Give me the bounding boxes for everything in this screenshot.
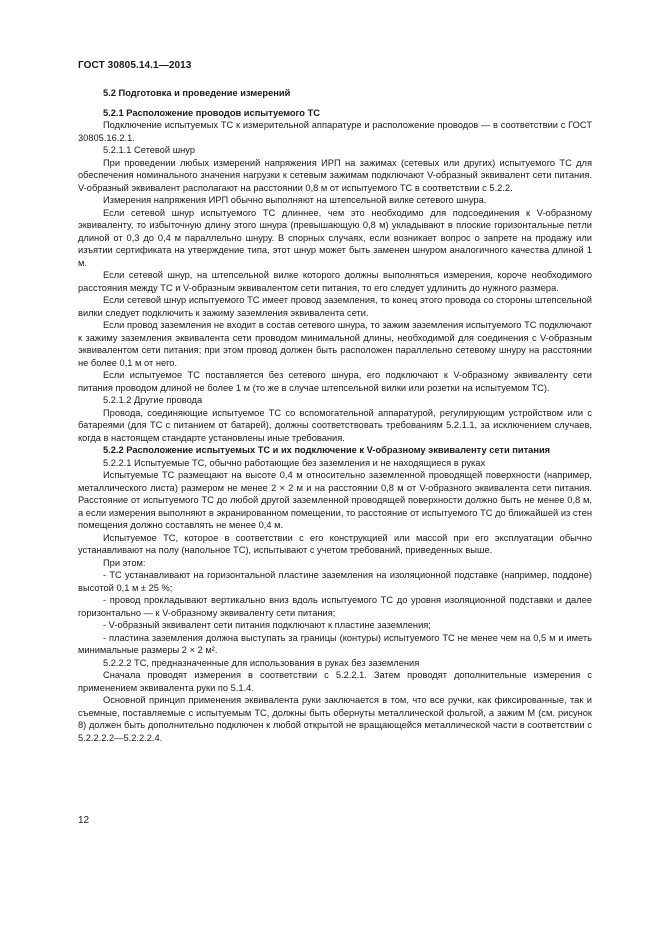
paragraph: Провода, соединяющие испытуемое ТС со вспомогательной аппаратурой, регулирующим устройством или с батареями (для ТС с питанием от батарей), должны соответствовать требованиям 5.2.1.1, за исключением случаев, когда в настоящем стандарте установлены иные требования. [78, 407, 592, 443]
page-body [78, 87, 592, 744]
paragraph: Испытуемые ТС размещают на высоте 0,4 м относительно заземленной проводящей поверхности (например, металлического листа) размером не менее 2 × 2 м и на расстоянии 0,8 м от V-образного эквивалента сети питания. Расстояние от испытуемого ТС до любой другой заземленной проводящей поверхности должно быть не менее 0,8 м, а если измерения выполняют в экранированном помещении, то расстояние от испытуемого ТС до ближайшей из стен помещения должно составлять не менее 0,4 м. [78, 470, 592, 530]
paragraph: 5.2.2.2 ТС, предназначенные для использования в руках без заземления [103, 657, 420, 668]
document-code-header: ГОСТ 30805.14.1—2013 [78, 60, 192, 71]
paragraph: Измерения напряжения ИРП обычно выполняют на штепсельной вилке сетевого шнура. [103, 195, 487, 205]
paragraph: Основной принцип применения эквивалента руки заключается в том, что все ручки, как фиксированные, так и съемные, поставляемые с испытуемым ТС, должны быть обернуты металлической фольгой, а зажим М (см. рисунок 8) должен быть дополнительно подключен к любой открытой не вращающейся металлической части в соответствии с 5.2.2.2.2—5.2.2.2.4. [78, 695, 592, 743]
paragraph: Испытуемое ТС, которое в соответствии с его конструкцией или массой при его эксплуатации обычно устанавливают на полу (напольное ТС), испытывают с учетом требований, приведенных выше. [78, 532, 592, 555]
paragraph: 5.2.1.2 Другие провода [103, 395, 203, 405]
paragraph: Сначала проводят измерения в соответствии с 5.2.2.1. Затем проводят дополнительные измерения с применением эквивалента руки по 5.1.4. [78, 670, 592, 693]
paragraph: Если сетевой шнур испытуемого ТС длиннее, чем это необходимо для подсоединения к V-образному эквиваленту, то избыточную длину этого шнура (превышающую 0,8 м) укладывают в плоские горизонтальные петли длиной от 0,3 до 0,4 м параллельно шнуру. В спорных случаях, если возникает вопрос о запрете на продажу или изъятии сертификата на утверждение типа, этот шнур может быть заменен шнуром аналогичного качества длиной 1 м. [78, 207, 592, 268]
paragraph: При проведении любых измерений напряжения ИРП на зажимах (сетевых или других) испытуемого ТС для обеспечения номинального значения нагрузки к сетевым зажимам подключают V-образный эквивалент сети питания. V-образный эквивалент располагают на расстоянии 0,8 м от испытуемого ТС в соответствии с 5.2.2. [78, 157, 592, 193]
paragraph: 5.2.1.1 Сетевой шнур [103, 145, 196, 155]
paragraph: 5.2.2.1 Испытуемые ТС, обычно работающие без заземления и не находящиеся в руках [103, 457, 486, 468]
paragraph: - пластина заземления должна выступать за границы (контуры) испытуемого ТС не менее чем на 0,5 м и иметь минимальные размеры 2 × 2 м². [78, 632, 592, 655]
paragraph: Если сетевой шнур, на штепсельной вилке которого должны выполняться измерения, короче необходимого расстояния между ТС и V-образным эквивалентом сети питания, то его следует удлинить до нужного размера. [78, 270, 592, 293]
page-number: 12 [78, 815, 90, 826]
paragraph: Если испытуемое ТС поставляется без сетевого шнура, его подключают к V-образному эквиваленту сети питания проводом длиной не более 1 м (то же в случае штепсельной вилки или розетки на испытуемом ТС). [78, 370, 593, 393]
section-heading: 5.2.1 Расположение проводов испытуемого ТС [103, 107, 320, 118]
paragraph: При этом: [103, 557, 146, 568]
section-heading: 5.2 Подготовка и проведение измерений [103, 88, 291, 98]
paragraph: Если провод заземления не входит в состав сетевого шнура, то зажим заземления испытуемого ТС подключают к зажиму заземления эквивалента сети проводом минимальной длины, необходимой для соединения с V-образным эквивалентом сети питания; при этом провод должен быть расположен параллельно сетевому шнуру на расстоянии не более 0,1 м от него. [78, 320, 592, 368]
paragraph: - V-образный эквивалент сети питания подключают к пластине заземления; [103, 620, 431, 630]
paragraph: - провод прокладывают вертикально вниз вдоль испытуемого ТС до уровня изоляционной подставки и далее горизонтально — к V-образному эквиваленту сети питания; [78, 595, 592, 618]
paragraph: Если сетевой шнур испытуемого ТС имеет провод заземления, то конец этого провода со стороны штепсельной вилки следует подключить к зажиму заземления эквивалента сети. [78, 295, 592, 318]
paragraph: Подключение испытуемых ТС к измерительной аппаратуре и расположение проводов — в соответствии с ГОСТ 30805.16.2.1. [78, 120, 592, 143]
paragraph: - ТС устанавливают на горизонтальной пластине заземления на изоляционной подставке (например, поддоне) высотой 0,1 м ± 25 %; [78, 570, 592, 593]
section-heading: 5.2.2 Расположение испытуемых ТС и их подключение к V-образному эквиваленту сети питания [103, 445, 551, 455]
